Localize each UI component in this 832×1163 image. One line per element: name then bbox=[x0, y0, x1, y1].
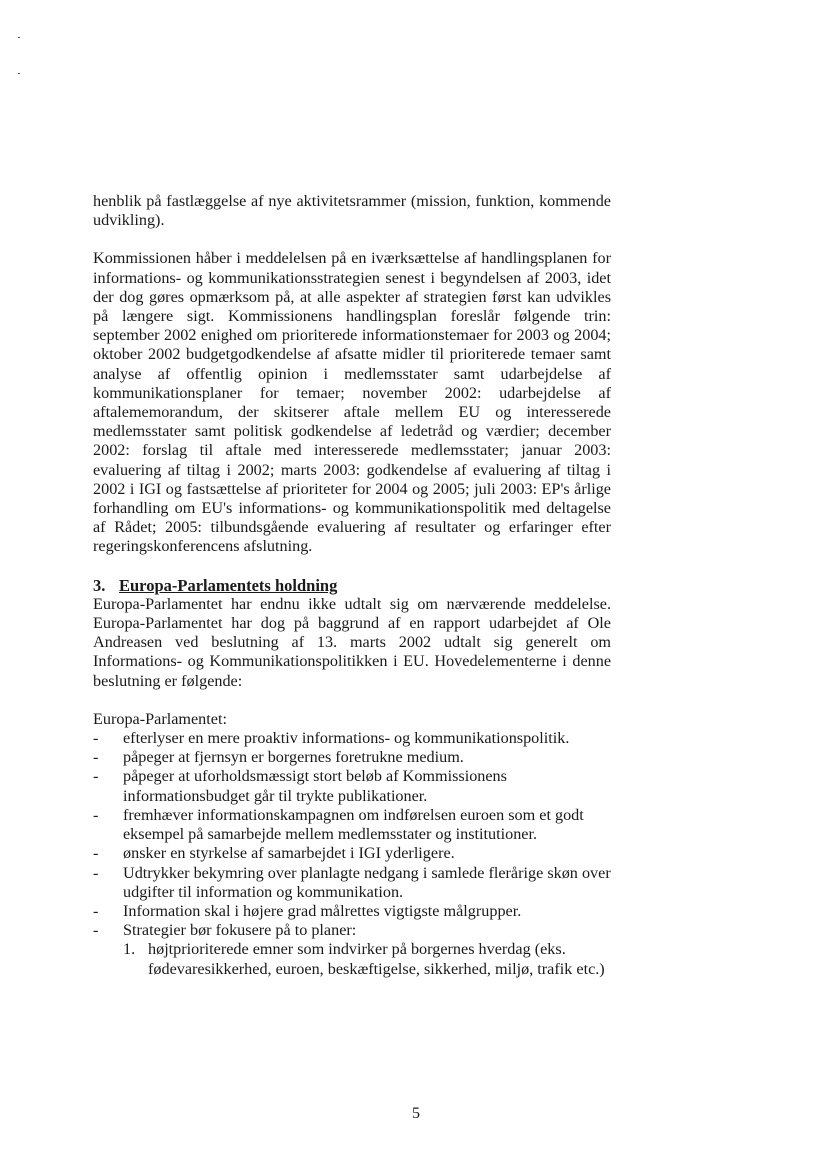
section-title: Europa-Parlamentets holdning bbox=[119, 575, 338, 595]
section-number: 3. bbox=[93, 575, 106, 595]
scan-speck bbox=[18, 37, 20, 38]
list-item-text: ønsker en styrkelse af samarbejdet i IGI yderligere. bbox=[123, 844, 455, 863]
list-item-text: Udtrykker bekymring over planlagte nedgang i samlede flerårige skøn over udgifter til information og kommunikation. bbox=[123, 863, 611, 901]
list-item-text: Information skal i højere grad målrettes vigtigste målgrupper. bbox=[123, 901, 522, 920]
paragraph-2: Kommissionen håber i meddelelsen på en iværksættelse af handlingsplanen for informations- og kommunikationsstrategien senest i begyndelsen af 2003, idet der dog gøres opmærksom på, at alle aspekter af strategien først kan udvikles på længere sigt. Kommissionens handlingsplan foreslår følgende trin: september 2002 enighed om prioriterede informationstemaer for 2003 og 2004; oktober 2002 budgetgodkendelse af afsatte midler til prioriterede temaer samt analyse af offentlig opinion i medlemsstater samt udarbejdelse af kommunikationsplaner for temaer; november 2002: udarbejdelse af aftalememorandum, der skitserer aftale mellem EU og interesserede medlemsstater samt politisk godkendelse af ledetråd og værdier; december 2002: forslag til aftale med interesserede medlemsstater; januar 2003: evaluering af tiltag i 2002; marts 2003: godkendelse af evaluering af tiltag i 2002 i IGI og fastsættelse af prioriteter for 2004 og 2005; juli 2003: EP's årlige forhandling om EU's informations- og kommunikationspolitik med deltagelse af Rådet; 2005: tilbundsgående evaluering af resultater og erfaringer efter regeringskonferencens afslutning. bbox=[93, 249, 611, 556]
list-item-text: påpeger at uforholdsmæssigt stort beløb af Kommissionens informationsbudget går til trykte publikationer. bbox=[123, 767, 507, 805]
list-intro: Europa-Parlamentet: bbox=[93, 709, 227, 728]
list-item-text: fremhæver informationskampagnen om indførelsen euroen som et godt eksempel på samarbejde mellem medlemsstater og institutioner. bbox=[123, 805, 584, 844]
bullet-dash: - bbox=[93, 805, 99, 824]
bullet-list bbox=[93, 729, 611, 979]
bullet-dash: - bbox=[93, 729, 99, 748]
bullet-dash: - bbox=[93, 767, 99, 786]
bullet-dash: - bbox=[93, 901, 99, 920]
bullet-dash: - bbox=[93, 863, 99, 882]
list-item-text: påpeger at fjernsyn er borgernes foretrukne medium. bbox=[123, 748, 464, 767]
section-3-heading bbox=[93, 576, 611, 595]
list-item bbox=[93, 767, 611, 805]
list-item bbox=[93, 748, 611, 767]
paragraph-1: henblik på fastlæggelse af nye aktivitetsrammer (mission, funktion, kommende udvikling). bbox=[93, 192, 611, 230]
list-item bbox=[93, 729, 611, 748]
sublist-number: 1. bbox=[123, 940, 136, 959]
list-item bbox=[93, 864, 611, 902]
paragraph-3: Europa-Parlamentet har endnu ikke udtalt sig om nærværende meddelelse. Europa-Parlamentet har dog på baggrund af en rapport udarbejdet af Ole Andreasen ved beslutning af 13. marts 2002 udtalt sig generelt om Informations- og Kommunikationspolitikken i EU. Hovedelementerne i denne beslutning er følgende: bbox=[93, 594, 611, 690]
list-item bbox=[93, 921, 611, 979]
list-item-text: efterlyser en mere proaktiv informations- og kommunikationspolitik. bbox=[123, 729, 570, 748]
sublist-item bbox=[123, 940, 611, 978]
list-item-text: Strategier bør fokusere på to planer: bbox=[123, 921, 357, 940]
bullet-dash: - bbox=[93, 844, 99, 863]
list-item bbox=[93, 902, 611, 921]
numbered-sublist bbox=[123, 940, 611, 978]
list-item bbox=[93, 844, 611, 863]
sublist-item-text: højtprioriterede emner som indvirker på borgernes hverdag (eks. fødevaresikkerhed, euroen, beskæftigelse, sikkerhed, miljø, trafik etc.) bbox=[148, 940, 605, 978]
scan-speck bbox=[18, 73, 20, 74]
bullet-dash: - bbox=[93, 921, 99, 940]
document-body bbox=[93, 192, 611, 979]
page-number: 5 bbox=[412, 1105, 420, 1122]
list-item bbox=[93, 806, 611, 844]
bullet-dash: - bbox=[93, 748, 99, 767]
